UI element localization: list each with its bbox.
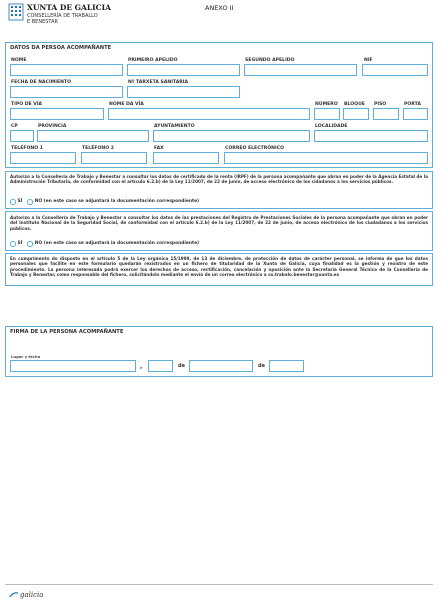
telefono1-input[interactable] (10, 152, 76, 164)
de-label-1: de (178, 363, 185, 369)
label-correo: CORREO ELECTRÓNICO (225, 146, 284, 151)
label-ayuntamiento: AYUNTAMIENTO (154, 124, 195, 129)
label-tipo-via: TIPO DE VÍA (11, 102, 43, 107)
nome-via-input[interactable] (108, 108, 310, 120)
galicia-logo (9, 590, 43, 600)
label-telefono1: TELÉFONO 1 (11, 146, 43, 151)
consent-ss-yes-option[interactable] (10, 241, 22, 247)
label-fax: FAX (154, 146, 164, 151)
xunta-emblem-icon (8, 3, 24, 21)
correo-input[interactable] (224, 152, 428, 164)
segundo-apelido-input[interactable] (244, 64, 357, 76)
cp-input[interactable] (10, 130, 34, 142)
consent-irpf-yes-radio[interactable] (10, 199, 16, 205)
label-nome: NOME (11, 58, 27, 63)
consent-irpf-options (10, 199, 204, 205)
nif-input[interactable] (362, 64, 428, 76)
signature-title: FIRMA DE LA PERSONA ACOMPAÑANTE (10, 329, 124, 335)
porta-input[interactable] (403, 108, 428, 120)
comma-separator: , (140, 363, 143, 370)
bloque-input[interactable] (343, 108, 369, 120)
consent-ss-no-label: NO (en este caso se adjuntará la documentación correspondiente) (34, 241, 200, 247)
ayuntamiento-input[interactable] (153, 130, 310, 142)
dept-line-2: E BENESTAR (27, 19, 58, 25)
day-input[interactable] (148, 360, 173, 372)
footer-divider (5, 584, 433, 585)
dept-line-1: CONSELLERÍA DE TRABALLO (27, 13, 98, 19)
consent-ss-text: Autorizo a la Consellería de Trabajo y Benestar a consultar los datos de las prestaciones del Registro de Prestaciones Sociales de la persona acompañante que obran en poder del Instituto Nacional de la Seguridad Social, de conformidad con el artículo 6.2.b) de la Ley 11/2007, de 22 de junio, de acceso electrónico de los ciudadanos a los servicios públicos. (10, 215, 428, 231)
label-telefono2: TELÉFONO 2 (82, 146, 114, 151)
primeiro-apelido-input[interactable] (127, 64, 240, 76)
org-name: XUNTA DE GALICIA (27, 3, 111, 12)
place-date-label: Lugar y fecha (11, 354, 41, 359)
consent-irpf-yes-label: SÍ (17, 199, 23, 205)
fecha-nacimiento-input[interactable] (10, 86, 123, 98)
label-piso: PISO (374, 102, 387, 107)
consent-irpf-no-option[interactable] (27, 199, 199, 205)
consent-ss-yes-radio[interactable] (10, 241, 16, 247)
consent-ss-no-option[interactable] (27, 241, 199, 247)
consent-irpf-yes-option[interactable] (10, 199, 22, 205)
label-primeiro-apelido: PRIMEIRO APELIDO (128, 58, 178, 63)
consent-ss-no-radio[interactable] (27, 241, 33, 247)
label-cp: CP (11, 124, 18, 129)
de-label-2: de (258, 363, 265, 369)
label-nif: NIF (364, 58, 373, 63)
consent-irpf-no-radio[interactable] (27, 199, 33, 205)
place-input[interactable] (10, 360, 136, 372)
galicia-logo-text: galicia (20, 591, 44, 599)
year-input[interactable] (269, 360, 304, 372)
label-tarxeta-sanitaria: Nº TARXETA SANITARIA (128, 80, 189, 85)
label-numero: NÚMERO (315, 102, 338, 107)
tipo-via-input[interactable] (10, 108, 104, 120)
galicia-swoosh-icon (9, 590, 19, 600)
label-nome-via: NOME DA VÍA (109, 102, 144, 107)
privacy-text: En cumprimento do disposto en el artículo 5 de la Ley orgánica 15/1999, de 13 de diciembre, de protección de datos de carácter personal, se informa de que los datos personales que facilite en este formulario quedarán rexistrados en un fichero de titularidad de la Xunta de Galicia, cuya finalidad es la gestión y rexistro de este procedimiento. La persona interesada podrá exercer los derechos de acceso, rectificación, cancelación y oposición ante la Secretaría General Técnica de la Consellería de Trabajo y Benestar, como responsable del fichero, solicitándolo mediante el envío de un correo electrónico a sx.trabalo.benestar@xunta.es (10, 256, 428, 277)
label-porta: PORTA (404, 102, 421, 107)
numero-input[interactable] (314, 108, 340, 120)
label-segundo-apelido: SEGUNDO APELIDO (245, 58, 295, 63)
provincia-input[interactable] (37, 130, 149, 142)
label-fecha-nacimiento: FECHA DE NACIMIENTO (11, 80, 71, 85)
localidade-input[interactable] (314, 130, 428, 142)
consent-irpf-text: Autorizo a la Consellería de Trabajo y Benestar a consultar los datos de certificado de la renta (IRPF) de la persona acompañante que obran en poder de la Agencia Estatal de la Administración Tributaria, de conformidad con el artículo 6.2.b) de la Ley 11/2007, de 22 de junio, de acceso electrónico de los cidadanos a los servicios públicos. (10, 174, 428, 185)
label-localidade: LOCALIDADE (315, 124, 348, 129)
telefono2-input[interactable] (81, 152, 147, 164)
label-bloque: BLOQUE (344, 102, 365, 107)
consent-irpf-no-label: NO (en este caso se adjuntará la documentación correspondiente) (34, 199, 200, 205)
xunta-logo (8, 3, 24, 21)
tarxeta-sanitaria-input[interactable] (127, 86, 240, 98)
consent-ss-yes-label: SÍ (17, 241, 23, 247)
fax-input[interactable] (153, 152, 219, 164)
consent-ss-options (10, 241, 204, 247)
month-input[interactable] (189, 360, 253, 372)
nome-input[interactable] (10, 64, 123, 76)
section-title-person: DATOS DA PERSOA ACOMPAÑANTE (10, 45, 112, 51)
annex-title: ANEXO II (205, 4, 234, 12)
piso-input[interactable] (373, 108, 399, 120)
label-provincia: PROVINCIA (38, 124, 67, 129)
